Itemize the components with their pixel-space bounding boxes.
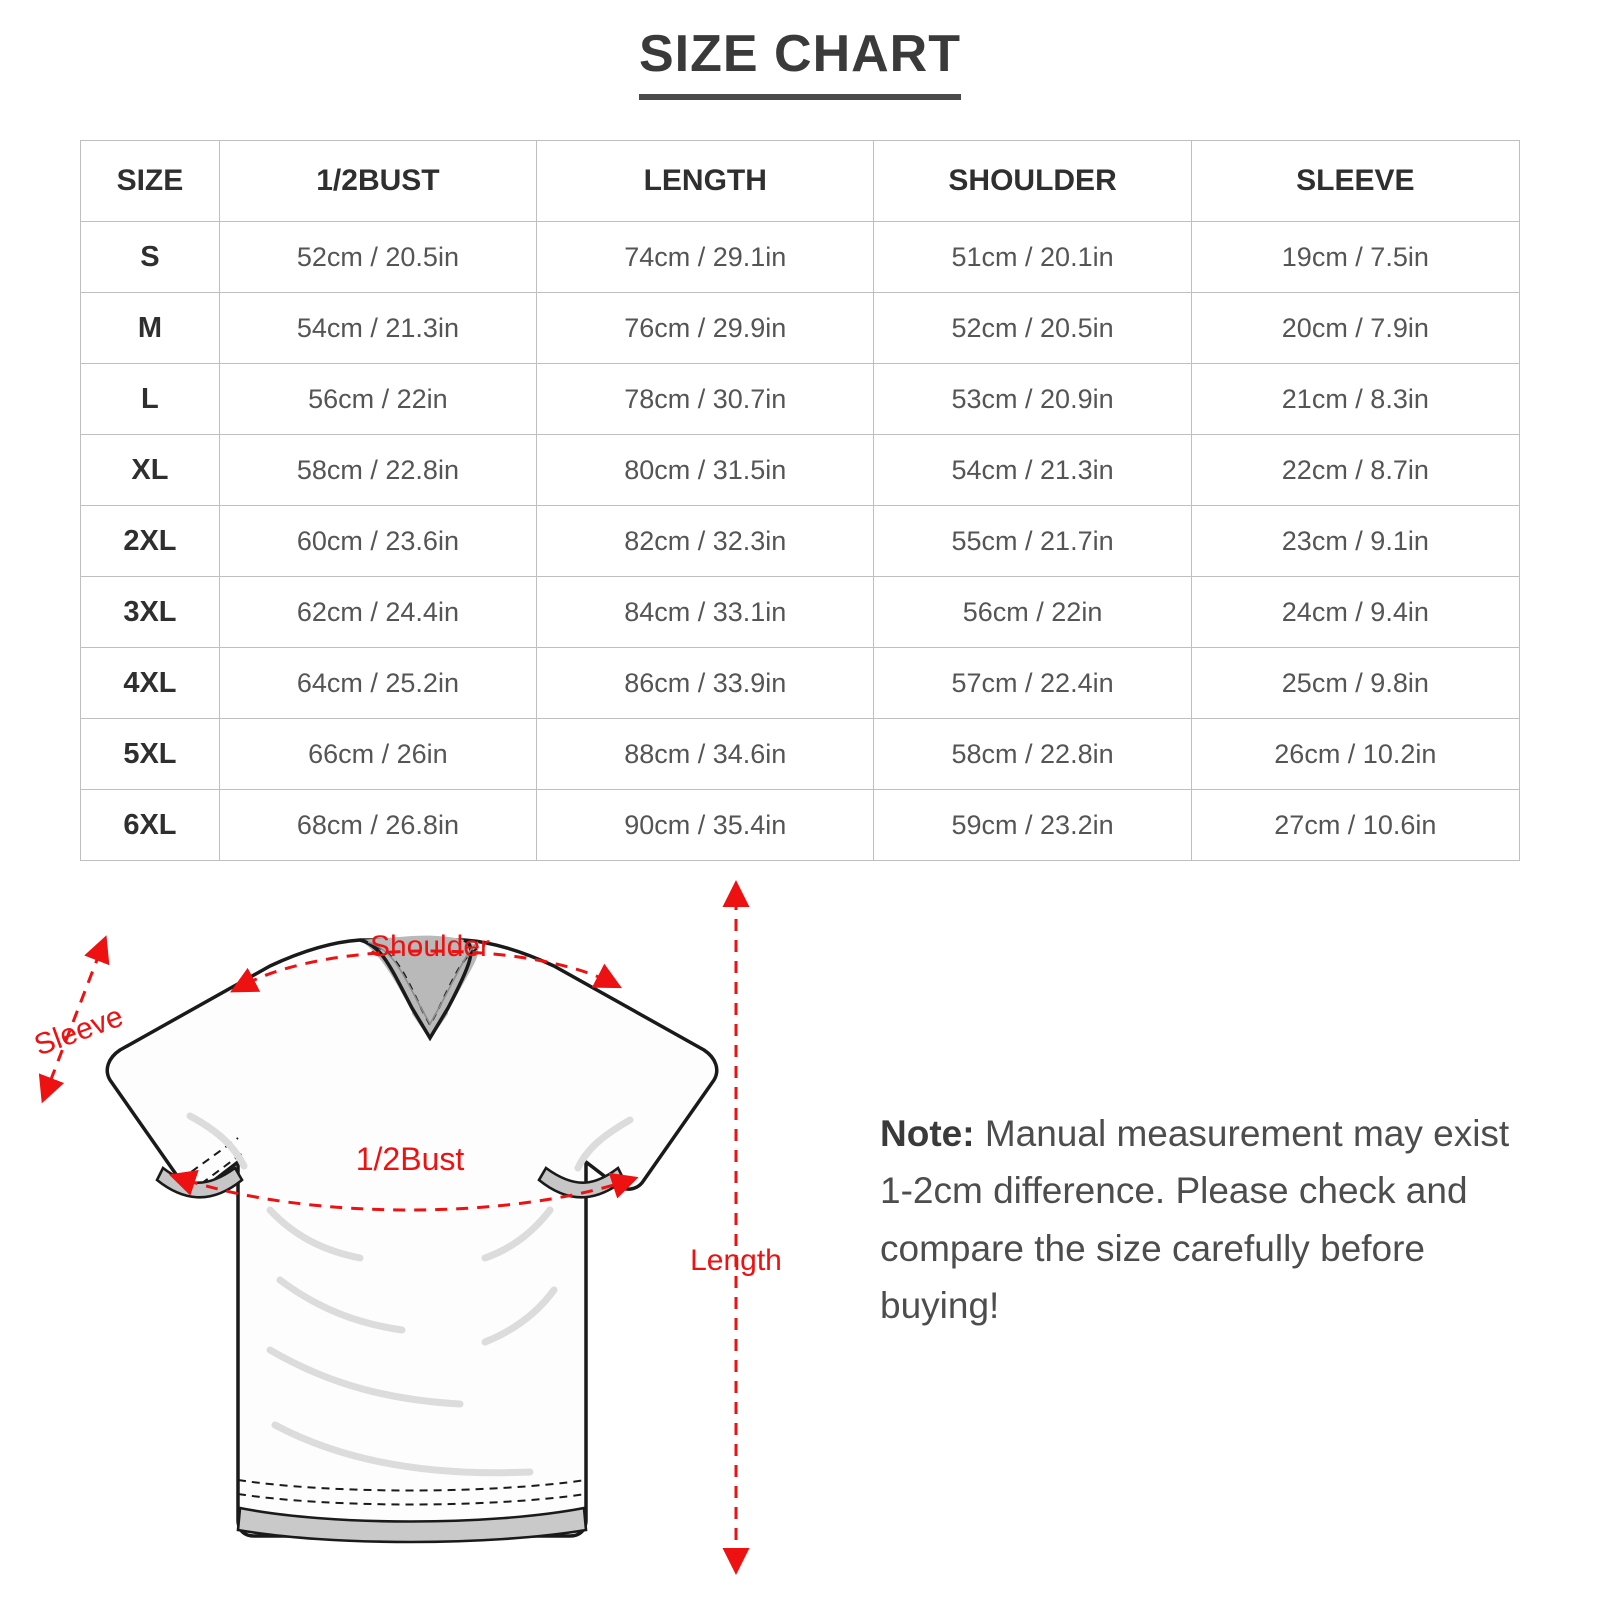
table-row	[81, 293, 1520, 364]
cell-length: 88cm / 34.6in	[537, 719, 874, 790]
cell-size: 6XL	[81, 790, 220, 861]
cell-size: L	[81, 364, 220, 435]
cell-shoulder: 52cm / 20.5in	[874, 293, 1191, 364]
tshirt-measurement-diagram	[30, 880, 830, 1580]
cell-bust: 62cm / 24.4in	[219, 577, 536, 648]
column-header-size: SIZE	[81, 141, 220, 222]
page-title: SIZE CHART	[639, 24, 961, 100]
cell-size: 2XL	[81, 506, 220, 577]
note-text: Manual measurement may exist 1-2cm difference. Please check and compare the size carefully before buying!	[880, 1113, 1510, 1327]
cell-length: 74cm / 29.1in	[537, 222, 874, 293]
table-row	[81, 364, 1520, 435]
size-chart-table	[80, 140, 1520, 861]
length-label: Length	[690, 1244, 782, 1277]
column-header-shoulder: SHOULDER	[874, 141, 1191, 222]
cell-sleeve: 21cm / 8.3in	[1191, 364, 1519, 435]
cell-bust: 60cm / 23.6in	[219, 506, 536, 577]
cell-bust: 52cm / 20.5in	[219, 222, 536, 293]
cell-sleeve: 23cm / 9.1in	[1191, 506, 1519, 577]
cell-sleeve: 27cm / 10.6in	[1191, 790, 1519, 861]
cell-size: S	[81, 222, 220, 293]
table-row	[81, 648, 1520, 719]
table-header-row	[81, 141, 1520, 222]
cell-size: 5XL	[81, 719, 220, 790]
cell-shoulder: 59cm / 23.2in	[874, 790, 1191, 861]
cell-sleeve: 19cm / 7.5in	[1191, 222, 1519, 293]
page-title-container	[0, 24, 1600, 100]
table-row	[81, 719, 1520, 790]
cell-bust: 68cm / 26.8in	[219, 790, 536, 861]
table-row	[81, 790, 1520, 861]
cell-bust: 56cm / 22in	[219, 364, 536, 435]
shoulder-label: Shoulder	[369, 930, 491, 963]
cell-length: 84cm / 33.1in	[537, 577, 874, 648]
tshirt-illustration	[107, 936, 717, 1542]
cell-shoulder: 58cm / 22.8in	[874, 719, 1191, 790]
cell-bust: 66cm / 26in	[219, 719, 536, 790]
cell-size: 4XL	[81, 648, 220, 719]
table-row	[81, 506, 1520, 577]
cell-length: 76cm / 29.9in	[537, 293, 874, 364]
cell-length: 82cm / 32.3in	[537, 506, 874, 577]
cell-sleeve: 24cm / 9.4in	[1191, 577, 1519, 648]
cell-size: XL	[81, 435, 220, 506]
table-body	[81, 222, 1520, 861]
table-row	[81, 222, 1520, 293]
cell-bust: 64cm / 25.2in	[219, 648, 536, 719]
cell-shoulder: 54cm / 21.3in	[874, 435, 1191, 506]
cell-sleeve: 20cm / 7.9in	[1191, 293, 1519, 364]
cell-bust: 58cm / 22.8in	[219, 435, 536, 506]
table-row	[81, 577, 1520, 648]
cell-size: M	[81, 293, 220, 364]
cell-length: 90cm / 35.4in	[537, 790, 874, 861]
cell-bust: 54cm / 21.3in	[219, 293, 536, 364]
size-chart-table-container	[80, 140, 1520, 861]
cell-length: 80cm / 31.5in	[537, 435, 874, 506]
cell-shoulder: 56cm / 22in	[874, 577, 1191, 648]
cell-sleeve: 25cm / 9.8in	[1191, 648, 1519, 719]
cell-shoulder: 51cm / 20.1in	[874, 222, 1191, 293]
cell-length: 86cm / 33.9in	[537, 648, 874, 719]
column-header-sleeve: SLEEVE	[1191, 141, 1519, 222]
cell-sleeve: 22cm / 8.7in	[1191, 435, 1519, 506]
note-label: Note:	[880, 1113, 975, 1154]
cell-shoulder: 57cm / 22.4in	[874, 648, 1191, 719]
cell-shoulder: 55cm / 21.7in	[874, 506, 1191, 577]
cell-length: 78cm / 30.7in	[537, 364, 874, 435]
cell-shoulder: 53cm / 20.9in	[874, 364, 1191, 435]
table-row	[81, 435, 1520, 506]
column-header-length: LENGTH	[537, 141, 874, 222]
sleeve-label: Sleeve	[30, 999, 128, 1063]
note-block	[880, 1105, 1520, 1334]
table-header	[81, 141, 1520, 222]
cell-sleeve: 26cm / 10.2in	[1191, 719, 1519, 790]
bust-label: 1/2Bust	[355, 1141, 465, 1177]
column-header-bust: 1/2BUST	[219, 141, 536, 222]
cell-size: 3XL	[81, 577, 220, 648]
